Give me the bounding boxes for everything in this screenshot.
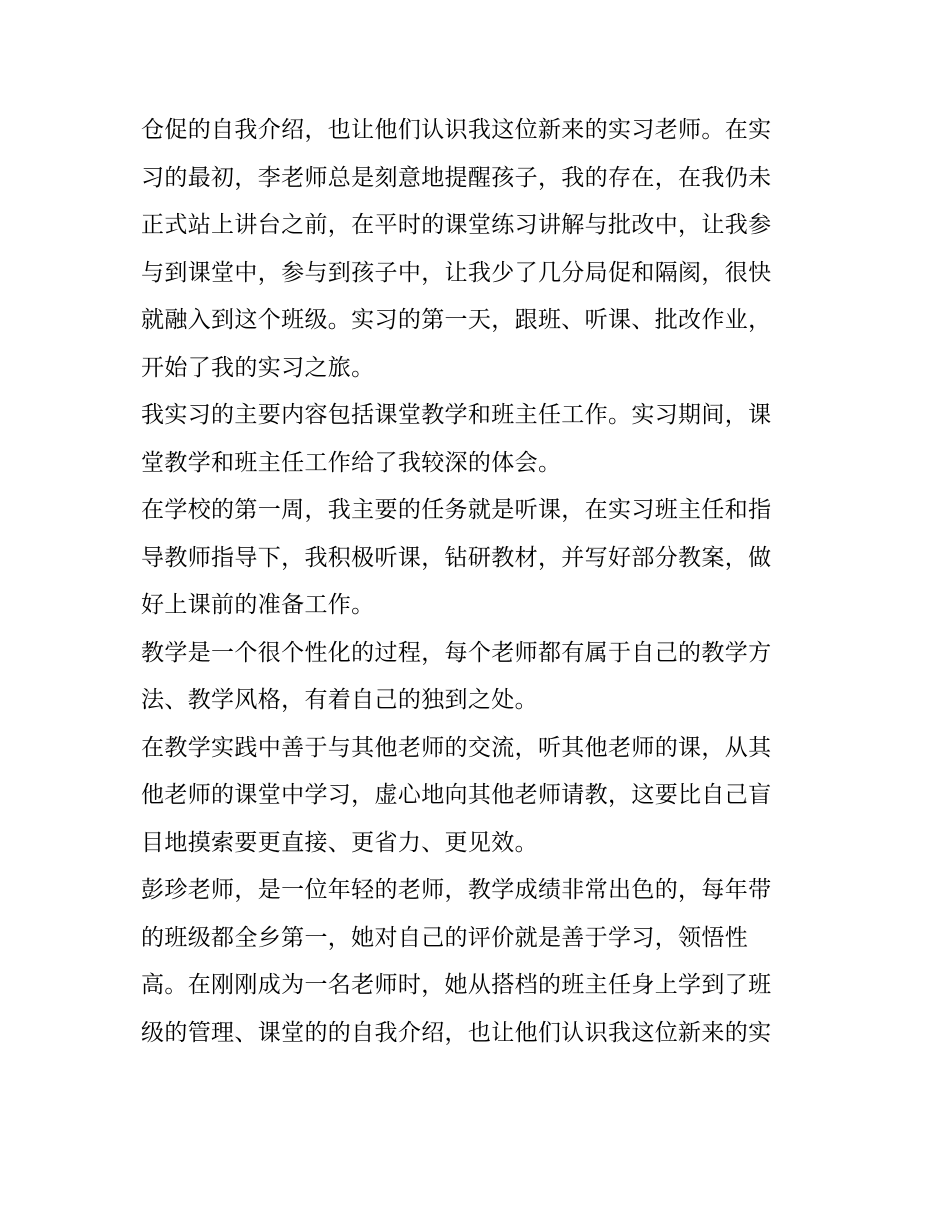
text-line: 在教学实践中善于与其他老师的交流，听其他老师的课，从其 [141,734,772,761]
text-line: 彭珍老师，是一位年轻的老师，教学成绩非常出色的，每年带 [141,877,772,903]
text-line: 他老师的课堂中学习，虚心地向其他老师请教，这要比自己盲 [141,782,772,808]
text-line: 我实习的主要内容包括课堂教学和班主任工作。实习期间，课 [141,402,772,428]
text-line: 法、教学风格，有着自己的独到之处。 [141,687,538,713]
text-line: 教学是一个很个性化的过程，每个老师都有属于自己的教学方 [141,639,772,666]
text-line: 习的最初，李老师总是刻意地提醒孩子，我的存在，在我仍未 [141,164,772,191]
text-line: 仓促的自我介绍，也让他们认识我这位新来的实习老师。在实 [141,117,772,143]
text-line: 在学校的第一周，我主要的任务就是听课，在实习班主任和指 [141,497,772,523]
text-line: 就融入到这个班级。实习的第一天，跟班、听课、批改作业， [141,307,772,333]
text-line: 堂教学和班主任工作给了我较深的体会。 [141,449,562,476]
text-line: 目地摸索要更直接、更省力、更见效。 [141,829,538,856]
text-line: 与到课堂中，参与到孩子中，让我少了几分局促和隔阂，很快 [141,259,772,286]
body-text [141,107,821,1057]
text-line: 导教师指导下，我积极听课，钻研教材，并写好部分教案，做 [141,544,772,571]
text-line: 的班级都全乡第一，她对自己的评价就是善于学习，领悟性 [141,924,749,951]
text-line: 级的管理、课堂的的自我介绍，也让他们认识我这位新来的实 [141,1019,772,1046]
text-line: 开始了我的实习之旅。 [141,354,375,381]
text-line: 好上课前的准备工作。 [141,592,375,618]
text-line: 正式站上讲台之前，在平时的课堂练习讲解与批改中，让我参 [141,212,772,238]
text-line: 高。在刚刚成为一名老师时，她从搭档的班主任身上学到了班 [141,972,772,998]
